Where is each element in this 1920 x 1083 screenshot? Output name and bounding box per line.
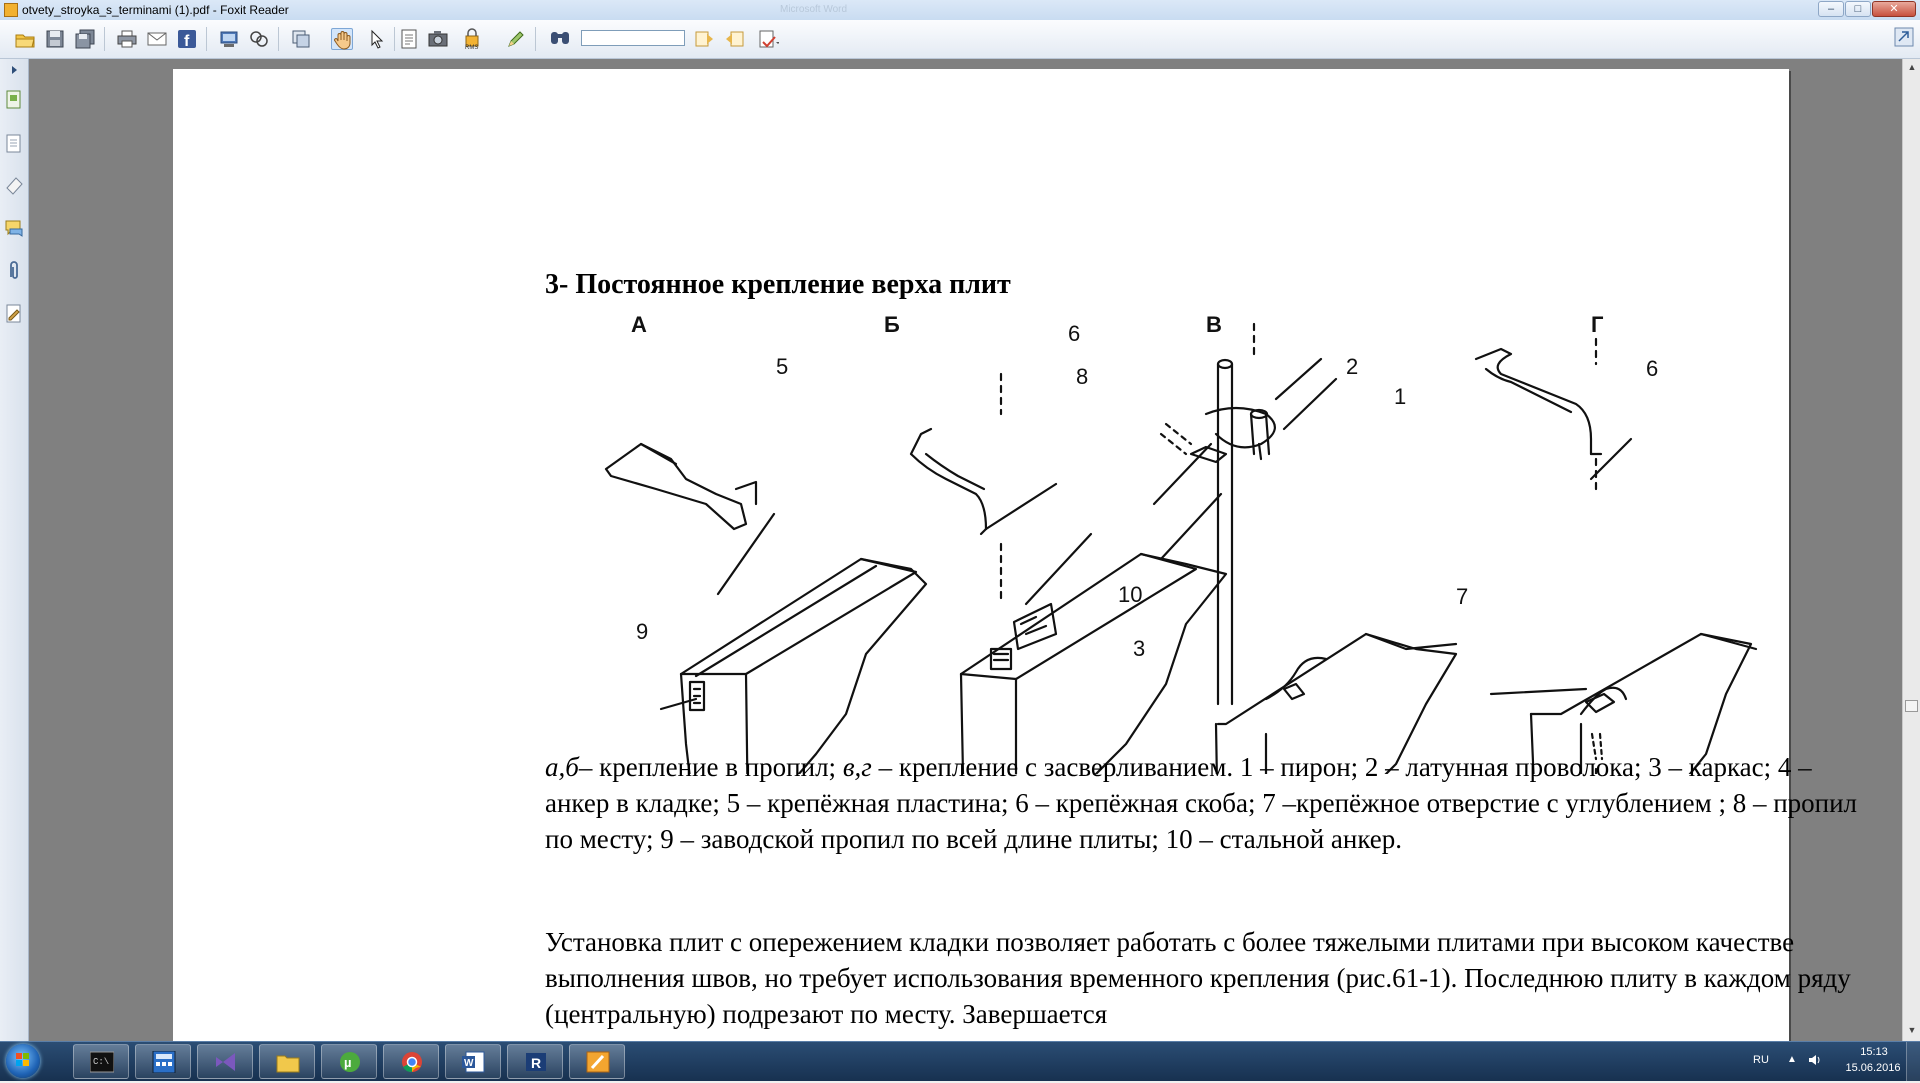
taskbar-utorrent[interactable] [321,1044,377,1079]
bookmark-panel-icon[interactable] [4,174,24,196]
taskbar-chrome[interactable] [383,1044,439,1079]
body-paragraph: Установка плит с опережением кладки позволяет работать с более тяжелыми плитами при высоком качестве выполнения швов, но требует использования временного крепления (рис.61-1). Последнюю плиту в каждом ряду (центральную) подрезают по месту. Завершается [545,927,1851,1029]
word-icon [462,1051,486,1073]
clock-time[interactable]: 15:13 [1860,1046,1888,1058]
title-bar [0,0,1920,21]
scroll-up-arrow-icon[interactable]: ▲ [1907,62,1917,72]
taskbar-calculator[interactable] [135,1044,191,1079]
taskbar [0,1041,1920,1081]
calculator-icon [152,1051,176,1073]
page-heading: 3- Постоянное крепление верха плит [545,269,1011,300]
revit-icon [524,1051,548,1073]
next-result-icon[interactable] [724,28,746,50]
clock-date[interactable]: 15.06.2016 [1845,1062,1901,1074]
pencil-icon[interactable] [505,28,527,50]
select-text-icon[interactable] [398,28,420,50]
utorrent-icon [338,1051,362,1073]
figure-label-8: 8 [1076,364,1089,389]
taskbar-revit[interactable] [507,1044,563,1079]
figure-label-6-second: 6 [1646,356,1659,381]
figure-label-7: 7 [1456,584,1469,609]
show-hidden-icons-icon[interactable]: ▲ [1787,1054,1797,1065]
find-icon[interactable] [549,28,571,50]
caption-text-2: – крепление с засверливанием. 1 – пирон; 2 – латунная проволока; 3 – каркас; 4 – анкер в кладке; 5 – крепёжная пластина; 6 – крепёжная скоба; 7 –крепёжное отверстие с углублением ; 8 – пропил по месту; 9 – заводской пропил по всей длине плиты; 10 – стальной анкер. [545,752,1858,854]
expand-toolbar-icon[interactable] [1893,26,1915,48]
svg-text:R: R [531,1055,542,1071]
zoom-tool-icon[interactable] [248,28,270,50]
vertical-scrollbar[interactable] [1902,59,1920,1041]
figure-label-6: 6 [1068,321,1081,346]
volume-icon[interactable] [1808,1053,1822,1067]
hand-icon[interactable] [331,28,353,50]
select-cursor-icon[interactable] [366,28,388,50]
figure-label-9: 9 [636,619,649,644]
maximize-button[interactable]: □ [1845,1,1871,17]
figure-label-panel-g: Г [1591,312,1604,337]
slab-anchoring-figure [586,304,1846,774]
taskbar-word[interactable] [445,1044,501,1079]
background-window-title: Microsoft Word [780,4,848,15]
facebook-icon[interactable] [176,28,198,50]
save-all-icon[interactable] [74,28,96,50]
svg-text:W: W [464,1058,474,1069]
signature-panel-icon[interactable] [4,303,24,325]
pdf-page [173,69,1858,1041]
print-icon[interactable] [116,28,138,50]
pages-panel-icon[interactable] [4,89,24,111]
figure-label-5: 5 [776,354,789,379]
email-icon[interactable] [146,28,168,50]
caption-italic-vg: в,г [842,752,872,782]
taskbar-visual-studio[interactable] [197,1044,253,1079]
caption-text-1: – крепление в пропил; [578,752,843,782]
camera-icon[interactable] [427,28,449,50]
document-view[interactable] [29,59,1902,1041]
svg-text:RMS: RMS [465,45,479,50]
scroll-thumb[interactable] [1905,700,1918,712]
figure-panel-g-drawing [1476,339,1756,774]
attachments-panel-icon[interactable] [4,259,24,281]
snapshot-pages-icon[interactable] [290,28,312,50]
find-input[interactable] [581,30,685,46]
scroll-down-arrow-icon[interactable]: ▼ [1907,1025,1917,1035]
figure-label-panel-b: Б [884,312,900,337]
figure-panel-b-drawing [911,374,1226,774]
figure-label-1: 1 [1394,384,1407,409]
window-title: otvety_stroyka_s_terminami (1).pdf - Foxit Reader [22,3,289,17]
chrome-icon [400,1051,424,1073]
navigation-panel [0,59,29,1041]
toolbar [0,20,1920,59]
save-icon[interactable] [44,28,66,50]
svg-text:C:\: C:\ [93,1057,110,1067]
figure-panel-v-drawing [1154,324,1456,774]
figure-label-10: 10 [1118,582,1143,607]
svg-text:f: f [184,33,190,50]
layers-panel-icon[interactable] [4,133,24,155]
keyboard-language[interactable]: RU [1753,1054,1769,1066]
figure-label-2: 2 [1346,354,1359,379]
figure-panel-a-drawing [606,444,926,774]
rms-icon[interactable] [461,28,483,50]
caption-italic-ab: а,б [545,752,579,782]
close-button[interactable]: ✕ [1872,1,1916,17]
foxit-icon [586,1051,610,1073]
open-icon[interactable] [14,28,36,50]
panel-expand-arrow-icon[interactable] [4,63,24,75]
foxit-app-icon [4,3,18,17]
search-options-icon[interactable] [757,28,779,50]
file-explorer-icon [276,1051,300,1073]
typewriter-icon[interactable] [218,28,240,50]
figure-label-panel-a: А [631,312,647,337]
taskbar-file-explorer[interactable] [259,1044,315,1079]
figure-label-3: 3 [1133,636,1146,661]
minimize-button[interactable]: ‒ [1818,1,1844,17]
figure-caption [545,749,1875,857]
comments-panel-icon[interactable] [4,217,24,239]
taskbar-foxit[interactable] [569,1044,625,1079]
windows-logo-icon [6,1044,40,1078]
show-desktop-button[interactable] [1906,1042,1920,1081]
svg-text:µ: µ [344,1055,352,1070]
figure-label-panel-v: В [1206,312,1222,337]
start-button[interactable] [6,1044,40,1078]
taskbar-cmd[interactable] [73,1044,129,1079]
previous-result-icon[interactable] [693,28,715,50]
cmd-icon [90,1051,114,1073]
visual-studio-icon [214,1051,238,1073]
